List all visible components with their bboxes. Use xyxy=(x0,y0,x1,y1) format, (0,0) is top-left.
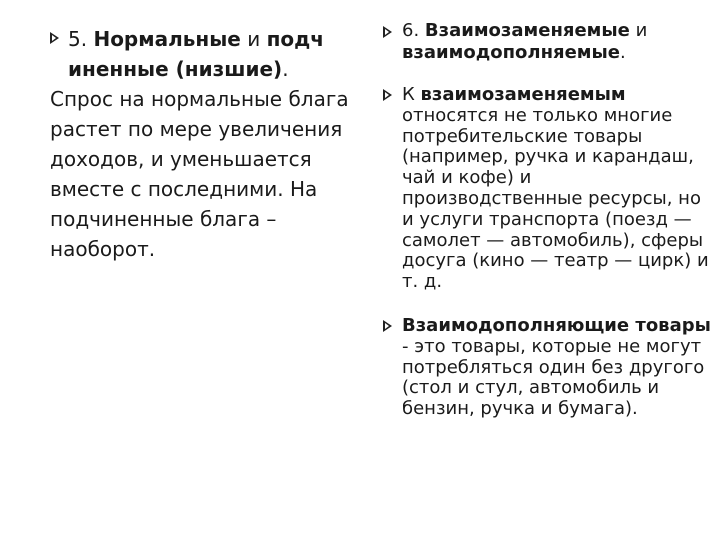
right-p2-body: - это товары, которые не могут потребляться один без другого (стол и стул, автомобиль и бензин, ручка и бумага). xyxy=(402,335,705,420)
left-heading-term-normal: Нормальные xyxy=(93,27,241,51)
right-p1-term: взаимозаменяемым xyxy=(420,84,626,105)
right-heading-term-complements: взаимодополняемые xyxy=(402,42,620,63)
right-p1-lead: К xyxy=(402,84,421,105)
right-heading-conjunction: и xyxy=(629,20,648,41)
left-heading-term-inferior-a: подч xyxy=(266,27,325,51)
left-heading-number: 5. xyxy=(68,27,94,51)
right-heading xyxy=(402,20,712,64)
left-body-text: Спрос на нормальные блага растет по мере увеличения доходов, и уменьшается вместе с последними. На подчиненные блага – наоборот. xyxy=(50,87,349,261)
right-p1-body: относятся не только многие потребительские товары (например, ручка и карандаш, чай и кофе) и производственные ресурсы, но и услуги транспорта (поезд — самолет — автомобиль), сферы досуга (кино — театр — цирк) и т. д. xyxy=(402,104,709,293)
right-heading-number: 6. xyxy=(402,20,425,41)
left-heading-period: . xyxy=(282,57,289,81)
right-paragraph-substitutes xyxy=(402,85,712,293)
right-heading-period: . xyxy=(619,42,626,63)
left-heading-term-inferior-b: иненные (низшие) xyxy=(68,57,283,81)
bullet-arrow-icon xyxy=(50,32,59,44)
bullet-arrow-icon xyxy=(383,26,392,38)
bullet-arrow-icon xyxy=(383,320,392,332)
left-heading xyxy=(68,24,358,84)
right-p2-term: Взаимодополняющие товары xyxy=(402,315,711,336)
right-heading-term-substitutes: Взаимозаменяемые xyxy=(424,20,630,41)
bullet-arrow-icon xyxy=(383,89,392,101)
right-paragraph-complements xyxy=(402,316,712,420)
left-heading-conjunction: и xyxy=(240,27,267,51)
